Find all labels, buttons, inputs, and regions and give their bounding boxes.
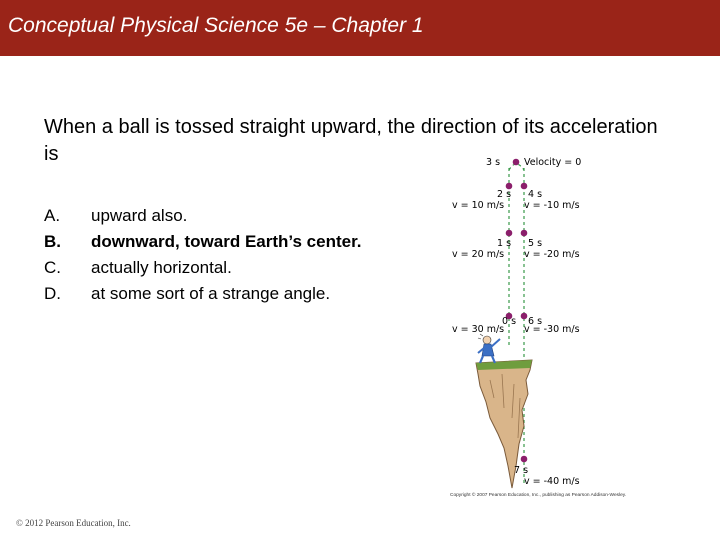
- ball-4s: [521, 183, 528, 190]
- thrower-figure: [478, 334, 500, 363]
- label-v1: v = 20 m/s: [452, 249, 505, 260]
- title-bar: [0, 0, 720, 56]
- answer-letter: A.: [44, 206, 61, 225]
- answer-c: [44, 255, 361, 281]
- answer-a: [44, 203, 361, 229]
- label-v5: v = -20 m/s: [524, 249, 580, 260]
- label-t6: 6 s: [528, 316, 543, 327]
- answer-list: [44, 203, 361, 307]
- slide-title: Conceptual Physical Science 5e – Chapter 1: [8, 14, 424, 37]
- ball-6s: [521, 313, 528, 320]
- label-v0: v = 30 m/s: [452, 324, 505, 335]
- answer-letter: B.: [44, 232, 61, 251]
- ball-5s: [521, 230, 528, 237]
- footer-copyright: © 2012 Pearson Education, Inc.: [16, 518, 131, 528]
- ball-1s: [506, 230, 513, 237]
- label-top-time: 3 s: [486, 157, 501, 168]
- label-v6: v = -30 m/s: [524, 324, 580, 335]
- answer-text: at some sort of a strange angle.: [91, 284, 331, 303]
- answer-d: [44, 281, 361, 307]
- label-v4: v = -10 m/s: [524, 200, 580, 211]
- label-t0: 0 s: [502, 316, 517, 327]
- answer-letter: C.: [44, 258, 61, 277]
- answer-b: [44, 229, 361, 255]
- label-v7: v = -40 m/s: [524, 476, 580, 487]
- label-t2: 2 s: [497, 189, 512, 200]
- ball-7s: [521, 456, 528, 463]
- label-t4: 4 s: [528, 189, 543, 200]
- label-t5: 5 s: [528, 238, 543, 249]
- label-t1: 1 s: [497, 238, 512, 249]
- answer-letter: D.: [44, 284, 61, 303]
- figure-copyright: Copyright © 2007 Pearson Education, Inc., publishing as Pearson Addison-Wesley.: [450, 493, 627, 498]
- ball-3s: [513, 159, 520, 166]
- answer-text: upward also.: [91, 206, 188, 225]
- label-t7: 7 s: [514, 465, 529, 476]
- question-text: When a ball is tossed straight upward, the direction of its acceleration is: [44, 116, 658, 165]
- label-top-velocity: Velocity = 0: [524, 157, 582, 168]
- answer-text: downward, toward Earth’s center.: [91, 232, 362, 251]
- label-v2: v = 10 m/s: [452, 200, 505, 211]
- ball-toss-figure: [440, 148, 670, 508]
- answer-text: actually horizontal.: [91, 258, 232, 277]
